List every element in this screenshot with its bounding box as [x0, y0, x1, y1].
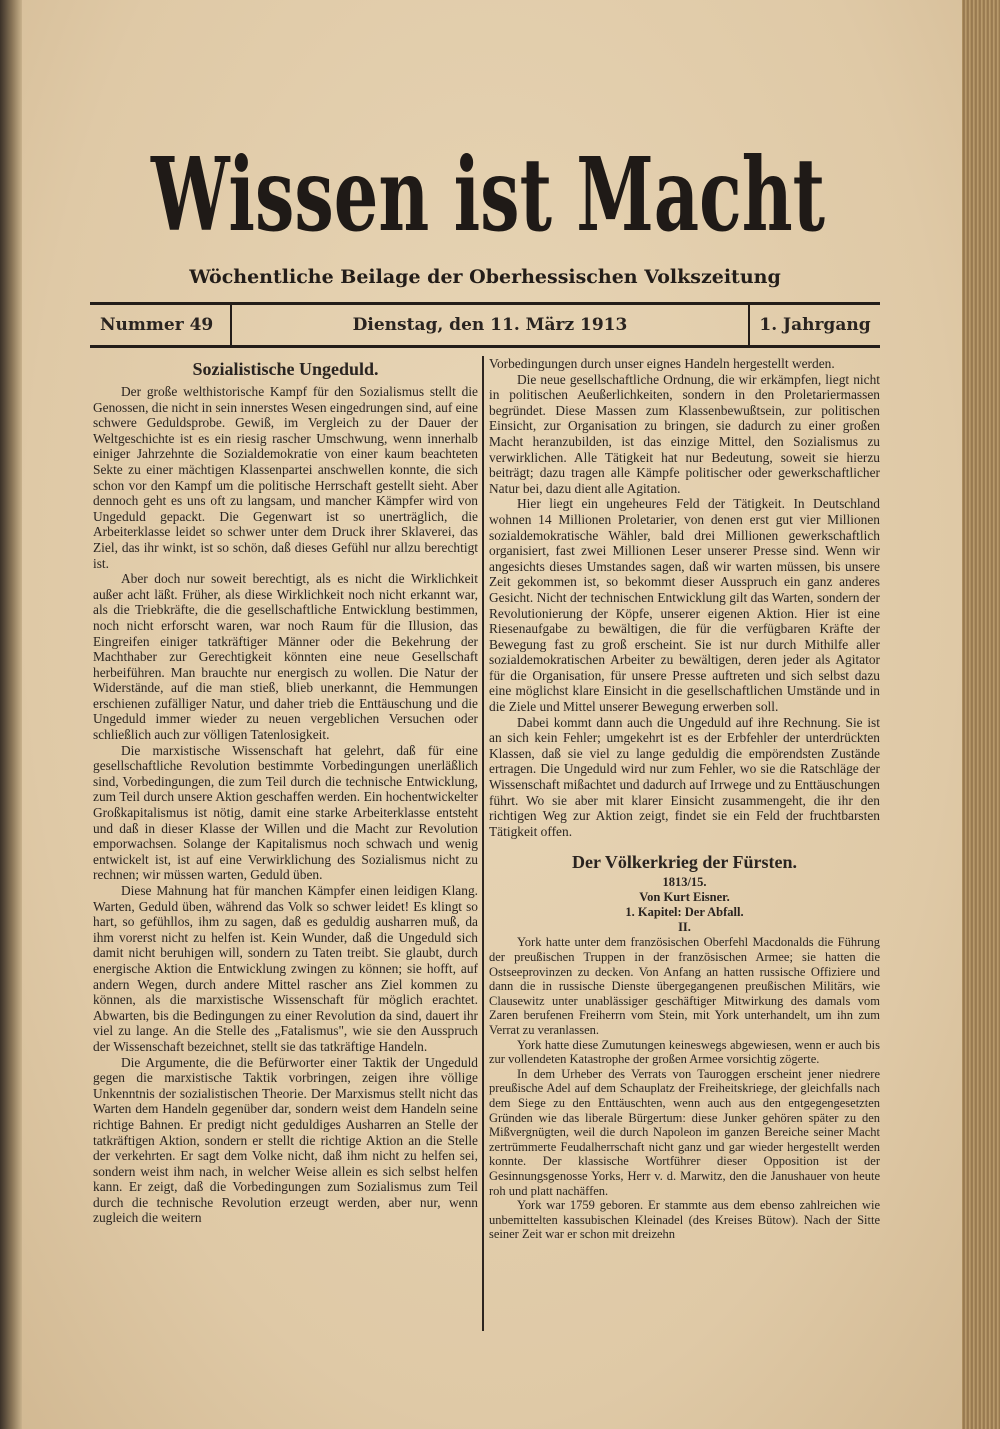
article-years: 1813/15.	[662, 875, 707, 890]
article-part: II.	[678, 920, 691, 935]
masthead-subtitle: Wöchentliche Beilage der Oberhessischen Volkszeitung	[189, 266, 781, 288]
paragraph: Hier liegt ein ungeheures Feld der Tätigkeit. In Deutschland wohnen 14 Millionen Proletarier, von denen erst gut vier Millionen sozialdemokratische Wähler, bald drei Millionen gewerkschaftlich organisiert, fast zwei Millionen Leser unserer Presse sind. Wenn wir angesichts dieses Umstandes sagen, daß wir warten müssen, bis unsere Zeit gekommen ist, so bekommt dieser Ausspruch ein ganz anderes Gesicht. Nicht der technischen Entwicklung gilt das Warten, sondern der Revolutionierung der Köpfe, unserer eigenen Aktion. Hier ist eine Riesenaufgabe zu bewältigen, die für die verfügbaren Kräfte der Bewegung fast zu groß erscheint. Sie ist nur durch Mithilfe aller sozialdemokratischen Arbeiter zu bewältigen, deren jeder als Agitator für die Organisation, für unsere Presse auftreten und sich selbst dazu eine möglichst klare Einsicht in die gesellschaftlichen Umstände und in die Ziele und Mittel unserer Bewegung erwerben soll.	[489, 496, 880, 715]
issue-info-bar	[90, 302, 880, 348]
paragraph: Die neue gesellschaftliche Ordnung, die wir erkämpfen, liegt nicht in politischen Aeußerlichkeiten, sondern in den Proletariermassen begründet. Diese Massen zum Klassenbewußtsein, zur politischen Einsicht, zur Organisation zu bringen, sie dadurch zu einer großen Macht heranzubilden, ist das einzige Mittel, den Sozialismus zu verwirklichen. Alle Tätigkeit hat nur Bedeutung, soweit sie hierzu beiträgt; dazu tragen alle Kämpfe politischer oder gewerkschaftlicher Natur bei, dazu dient alle Agitation.	[489, 371, 880, 496]
column-2	[489, 356, 880, 1242]
paragraph: York hatte unter dem französischen Oberfehl Macdonalds die Führung der preußischen Truppen in der französischen Armee; sie hatten die Ostseeprovinzen zu decken. Von Anfang an hatten russische Offiziere und dann die in russische Dienste übergegangenen preußischen Militärs, wie Clausewitz unter unablässiger geschäftiger Mitwirkung des damals vom Zaren berufenen Freiherrn vom Stein, mit York unterhandelt, um ihn zum Verrat zu veranlassen.	[489, 935, 880, 1037]
paragraph: York hatte diese Zumutungen keineswegs abgewiesen, wenn er auch bis zur vollendeten Katastrophe der großen Armee vorsichtig zögerte.	[489, 1037, 880, 1067]
paragraph: Diese Mahnung hat für manchen Kämpfer einen leidigen Klang. Warten, Geduld üben, während das Volk so schwer leidet! Es klingt so hart, so gefühllos, ihm zu sagen, daß es geduldig ausharren muß, da ihm vorerst nicht zu helfen ist. Kein Wunder, daß die Ungeduld sich damit nicht beruhigen will, sondern zu Taten treibt. Sie glaubt, durch energische Aktion die Entwicklung zwingen zu können; sie hofft, auf andern Wegen, durch andere Mittel rascher ans Ziel kommen zu können, als die marxistische Wissenschaft für möglich erachtet. Abwarten, bis die Bedingungen zu einer Revolution da sind, dauert ihr viel zu lange. An die Stelle des „Fatalismus", wie sie den Ausspruch der Wissenschaft bezeichnet, stellt sie das tatkräftige Handeln.	[93, 883, 478, 1054]
article-title: Sozialistische Ungeduld.	[192, 359, 379, 379]
article-author: Von Kurt Eisner.	[639, 890, 730, 905]
issue-date: Dienstag, den 11. März 1913	[232, 305, 750, 345]
paragraph: Der große welthistorische Kampf für den Sozialismus stellt die Genossen, die nicht in sein innerstes Wesen eingedrungen sind, auf eine schwere Geduldsprobe. Gewiß, im Vergleich zu der Dauer der Weltgeschichte ist es ein riesig rascher Umschwung, wenn innerhalb einiger Jahrzehnte die Sozialdemokratie von einer kaum beachteten Sekte zu einer mächtigen Klassenpartei anschwellen konnte, die sich schon vor den Kampf um die politische Herrschaft gestellt sieht. Aber dennoch geht es uns oft zu langsam, und mancher Kämpfer wird von Ungeduld gepackt. Die Gegenwart ist so unerträglich, die Arbeiterklasse leidet so schwer unter dem Druck ihrer Sklaverei, das Ziel, das ihr winkt, ist so schön, daß dieses Gefühl nur allzu berechtigt ist.	[93, 384, 478, 571]
article-chapter: 1. Kapitel: Der Abfall.	[625, 905, 744, 920]
paragraph: In dem Urheber des Verrats von Tauroggen erscheint jener niedrere preußische Adel auf dem Schauplatz der Freiheitskriege, der gleichfalls nach dem Siege zu den Enttäuschten, wenn auch aus den entgegengesetzten Gründen wie das liberale Bürgertum: diese Junker gehören später zu den Mißvergnügten, weil die durch Napoleon im ganzen Bereiche seiner Macht zertrümmerte Feudalherrschaft nicht ganz und gar wieder hergestellt werden konnte. Der klassische Wortführer dieser Opposition ist der Gesinnungsgenosse Yorks, Herr v. d. Marwitz, den die Janushauer von heute roh und platt nachäffen.	[489, 1066, 880, 1198]
paragraph: Aber doch nur soweit berechtigt, als es nicht die Wirklichkeit außer acht läßt. Früher, als diese Wirklichkeit noch nicht erkannt war, als die Triebkräfte, die die gesellschaftliche Entwicklung bestimmen, noch nicht erforscht waren, war noch Raum für die Illusion, das Eingreifen einiger tatkräftiger Männer oder die Bekehrung der Machthaber zur Gerechtigkeit könnten eine neue Gesellschaft herbeiführen. Man brauchte nur energisch zu wollen. Die Natur der Widerstände, auf die man stieß, blieb unerkannt, die Hemmungen erschienen zufälliger Natur, und daher trieb die Enttäuschung und die Ungeduld immer wieder zu neuen vergeblichen Versuchen oder schließlich auch zur völligen Tatenlosigkeit.	[93, 571, 478, 743]
adjacent-page-edge	[0, 0, 22, 1429]
paragraph: Dabei kommt dann auch die Ungeduld auf ihre Rechnung. Sie ist an sich kein Fehler; umgekehrt ist es der Erbfehler der unterdrückten Klassen, daß sie viel zu lange geduldig die empörendsten Zustände ertragen. Die Ungeduld wird nur zum Fehler, wo sie die Ratschläge der Wissenschaft mißachtet und dadurch auf Irrwege und zu Enttäuschungen führt. Wo sie aber mit klarer Einsicht zusammengeht, die ihr den richtigen Weg zur Aktion zeigt, findet sie ein Feld der fruchtbarsten Tätigkeit offen.	[489, 714, 880, 839]
paragraph: Die marxistische Wissenschaft hat gelehrt, daß für eine gesellschaftliche Revolution bestimmte Vorbedingungen unerläßlich sind, Vorbedingungen, die zum Teil durch die technische Entwicklung, zum Teil durch unsere Aktion geschaffen werden. Ein hochentwickelter Großkapitalismus ist nötig, damit eine starke Arbeiterklasse entsteht und daß in dieser Klasse der Willen und die Macht zur Revolution emporwachsen. Solange der Kapitalismus noch schwach und wenig entwickelt ist, ist auf eine Verwirklichung des Sozialismus nicht zu rechnen; wir müssen warten, Geduld üben.	[93, 742, 478, 883]
masthead-title: Wissen ist Macht	[151, 134, 825, 255]
paragraph: Die Argumente, die die Befürworter einer Taktik der Ungeduld gegen die marxistische Taktik vorbringen, zeigen ihre völlige Unkenntnis der sozialistischen Theorie. Der Marxismus stellt nicht das Warten dem Handeln gegenüber dar, sondern weist dem Handeln seine richtige Bahnen. Er predigt nicht geduldiges Ausharren an Stelle der tatkräftigen Aktion, sondern er stellt die richtige Aktion an die Stelle der verkehrten. Er sagt dem Volke nicht, daß ihm nicht zu helfen sei, sondern weist ihm nach, in welcher Weise allein es sich selbst helfen kann. Er zeigt, daß die Vorbedingungen zum Sozialismus zum Teil durch die technische Revolution erzeugt werden, aber nur, wenn zugleich die weitern	[93, 1054, 478, 1226]
column-1	[93, 356, 478, 1226]
paragraph: Vorbedingungen durch unser eignes Handeln hergestellt werden.	[489, 356, 835, 371]
paragraph: York war 1759 geboren. Er stammte aus dem ebenso zahlreichen wie unbemittelten kassubischen Kleinadel (des Kreises Bütow). Nach der Sitte seiner Zeit war er schon mit dreizehn	[489, 1198, 880, 1242]
issue-number: Nummer 49	[90, 305, 232, 345]
article-title: Der Völkerkrieg der Fürsten.	[572, 852, 797, 873]
issue-volume: 1. Jahrgang	[759, 315, 871, 335]
column-divider	[482, 356, 484, 1331]
binding-page-stack	[962, 0, 1000, 1429]
